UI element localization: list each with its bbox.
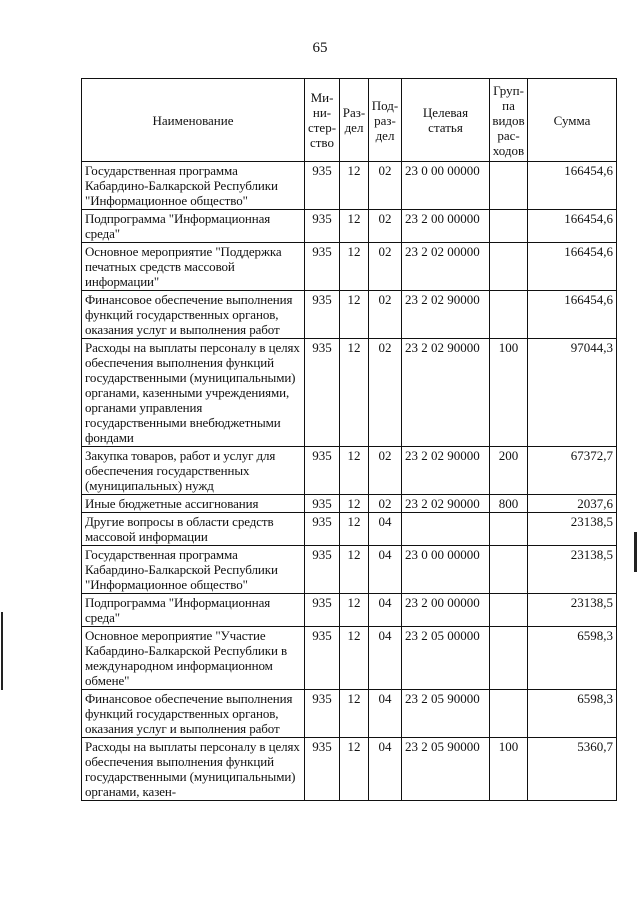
cell-group: 200 — [490, 447, 528, 495]
table-row — [82, 738, 617, 801]
cell-ministry: 935 — [305, 627, 340, 690]
cell-group — [490, 690, 528, 738]
cell-target: 23 2 02 90000 — [402, 447, 490, 495]
table-row — [82, 291, 617, 339]
cell-name: Основное мероприятие "Участие Кабардино-Балкарской Республики в международном информационном обмене" — [82, 627, 305, 690]
cell-group — [490, 513, 528, 546]
table-row — [82, 447, 617, 495]
cell-target — [402, 513, 490, 546]
cell-section: 12 — [340, 546, 369, 594]
table-row — [82, 627, 617, 690]
cell-sum: 97044,3 — [528, 339, 617, 447]
cell-section: 12 — [340, 690, 369, 738]
header-section — [340, 79, 369, 162]
cell-subsection: 02 — [369, 162, 402, 210]
table-row — [82, 210, 617, 243]
table-header-row — [82, 79, 617, 162]
cell-target: 23 2 02 90000 — [402, 291, 490, 339]
cell-section: 12 — [340, 627, 369, 690]
cell-sum: 5360,7 — [528, 738, 617, 801]
cell-section: 12 — [340, 291, 369, 339]
cell-subsection: 04 — [369, 513, 402, 546]
header-name: Наименование — [82, 79, 305, 162]
cell-group: 800 — [490, 495, 528, 513]
cell-subsection: 04 — [369, 594, 402, 627]
cell-subsection: 04 — [369, 738, 402, 801]
header-ministry-text: Ми- ни- стер- ство — [307, 90, 337, 150]
cell-sum: 6598,3 — [528, 690, 617, 738]
cell-section: 12 — [340, 513, 369, 546]
cell-subsection: 02 — [369, 339, 402, 447]
cell-group — [490, 291, 528, 339]
cell-section: 12 — [340, 495, 369, 513]
cell-sum: 166454,6 — [528, 162, 617, 210]
cell-ministry: 935 — [305, 690, 340, 738]
cell-target: 23 0 00 00000 — [402, 546, 490, 594]
header-group-text: Груп- па видов рас- ходов — [492, 82, 525, 158]
cell-target: 23 2 02 90000 — [402, 495, 490, 513]
cell-ministry: 935 — [305, 291, 340, 339]
margin-scan-mark — [634, 532, 637, 572]
cell-name: Финансовое обеспечение выполнения функций государственных органов, оказания услуг и выполнения работ — [82, 690, 305, 738]
cell-subsection: 02 — [369, 291, 402, 339]
header-subsection-text: Под- раз- дел — [371, 97, 399, 143]
cell-subsection: 02 — [369, 210, 402, 243]
cell-section: 12 — [340, 162, 369, 210]
header-target — [402, 79, 490, 162]
cell-name: Закупка товаров, работ и услуг для обеспечения государственных (муниципальных) нужд — [82, 447, 305, 495]
cell-ministry: 935 — [305, 339, 340, 447]
header-target-text: Целевая статья — [422, 105, 469, 135]
cell-ministry: 935 — [305, 738, 340, 801]
cell-group — [490, 162, 528, 210]
cell-sum: 67372,7 — [528, 447, 617, 495]
cell-sum: 23138,5 — [528, 546, 617, 594]
cell-subsection: 02 — [369, 495, 402, 513]
cell-group — [490, 546, 528, 594]
cell-section: 12 — [340, 447, 369, 495]
header-group — [490, 79, 528, 162]
header-section-text: Раз- дел — [342, 105, 366, 135]
cell-subsection: 02 — [369, 447, 402, 495]
cell-target: 23 2 05 90000 — [402, 738, 490, 801]
cell-name: Государственная программа Кабардино-Балкарской Республики "Информационное общество" — [82, 546, 305, 594]
cell-sum: 166454,6 — [528, 243, 617, 291]
cell-ministry: 935 — [305, 162, 340, 210]
table-body — [82, 162, 617, 801]
cell-section: 12 — [340, 738, 369, 801]
cell-target: 23 2 02 90000 — [402, 339, 490, 447]
table-row — [82, 495, 617, 513]
cell-section: 12 — [340, 210, 369, 243]
cell-name: Финансовое обеспечение выполнения функций государственных органов, оказания услуг и выполнения работ — [82, 291, 305, 339]
cell-subsection: 04 — [369, 627, 402, 690]
cell-name: Другие вопросы в области средств массовой информации — [82, 513, 305, 546]
cell-subsection: 02 — [369, 243, 402, 291]
header-ministry — [305, 79, 340, 162]
cell-name: Расходы на выплаты персоналу в целях обеспечения выполнения функций государственными (муниципальными) органами, казен- — [82, 738, 305, 801]
cell-group — [490, 594, 528, 627]
cell-sum: 166454,6 — [528, 291, 617, 339]
cell-section: 12 — [340, 594, 369, 627]
cell-ministry: 935 — [305, 513, 340, 546]
cell-target: 23 2 05 00000 — [402, 627, 490, 690]
cell-name: Расходы на выплаты персоналу в целях обеспечения выполнения функций государственными (муниципальными) органами, казенными учреждениями, органами управления государственными внебюджетными фондами — [82, 339, 305, 447]
cell-target: 23 2 00 00000 — [402, 210, 490, 243]
table-row — [82, 546, 617, 594]
cell-target: 23 2 05 90000 — [402, 690, 490, 738]
cell-name: Подпрограмма "Информационная среда" — [82, 594, 305, 627]
cell-group — [490, 243, 528, 291]
cell-ministry: 935 — [305, 243, 340, 291]
margin-scan-mark — [1, 612, 3, 690]
cell-ministry: 935 — [305, 495, 340, 513]
table-row — [82, 243, 617, 291]
header-subsection — [369, 79, 402, 162]
cell-subsection: 04 — [369, 690, 402, 738]
cell-sum: 23138,5 — [528, 594, 617, 627]
cell-ministry: 935 — [305, 210, 340, 243]
budget-table — [81, 78, 617, 801]
cell-ministry: 935 — [305, 546, 340, 594]
cell-name: Иные бюджетные ассигнования — [82, 495, 305, 513]
header-sum: Сумма — [528, 79, 617, 162]
cell-target: 23 2 02 00000 — [402, 243, 490, 291]
cell-sum: 6598,3 — [528, 627, 617, 690]
cell-sum: 23138,5 — [528, 513, 617, 546]
cell-name: Подпрограмма "Информационная среда" — [82, 210, 305, 243]
cell-group: 100 — [490, 738, 528, 801]
page-number: 65 — [312, 40, 328, 56]
table-row — [82, 594, 617, 627]
cell-target: 23 2 00 00000 — [402, 594, 490, 627]
cell-ministry: 935 — [305, 594, 340, 627]
cell-group: 100 — [490, 339, 528, 447]
cell-section: 12 — [340, 243, 369, 291]
table-row — [82, 339, 617, 447]
cell-group — [490, 627, 528, 690]
table-row — [82, 513, 617, 546]
table-row — [82, 690, 617, 738]
cell-sum: 166454,6 — [528, 210, 617, 243]
table-row — [82, 162, 617, 210]
cell-name: Основное мероприятие "Поддержка печатных средств массовой информации" — [82, 243, 305, 291]
cell-group — [490, 210, 528, 243]
cell-section: 12 — [340, 339, 369, 447]
cell-target: 23 0 00 00000 — [402, 162, 490, 210]
cell-ministry: 935 — [305, 447, 340, 495]
cell-subsection: 04 — [369, 546, 402, 594]
cell-name: Государственная программа Кабардино-Балкарской Республики "Информационное общество" — [82, 162, 305, 210]
cell-sum: 2037,6 — [528, 495, 617, 513]
